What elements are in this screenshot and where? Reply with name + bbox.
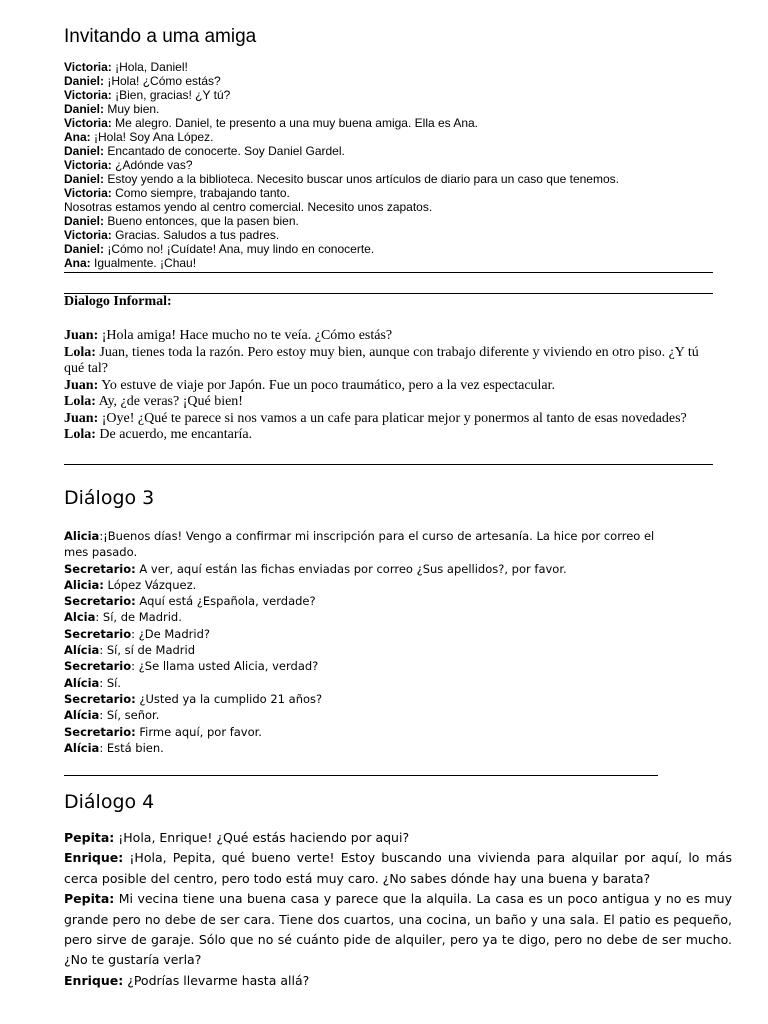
dialogue-text: Firme aquí, por favor. — [135, 724, 262, 739]
dialogue-text: ¿Podrías llevarme hasta allá? — [123, 972, 310, 988]
divider-1 — [64, 272, 713, 273]
dialogue-text: Estoy yendo a la biblioteca. Necesito buscar unos artículos de diario para un caso que tenemos. — [104, 172, 619, 186]
section-dialogo-4 — [64, 790, 732, 991]
dialogue-line — [64, 724, 664, 740]
dialogue-text: Mi vecina tiene una buena casa y parece que la alquila. La casa es un poco antigua y no es muy grande pero no debe de ser cara. Tiene dos cuartos, una cocina, un baño y una sala. El patio es pequeño, pero sirve de garaje. Sólo que no sé cuánto pide de alquiler, pero ya te digo, pero no debe de ser mucho. ¿No te gustaría verla? — [64, 891, 732, 968]
speaker-name: Daniel: — [64, 172, 105, 186]
dialogue-text: Yo estuve de viaje por Japón. Fue un poco traumático, pero a la vez espectacular. — [98, 377, 556, 393]
dialogue-line — [64, 740, 664, 756]
dialogue-text: Bueno entonces, que la pasen bien. — [104, 214, 299, 228]
dialogue-line — [64, 889, 732, 971]
dialogue-text: : Sí. — [99, 675, 121, 690]
speaker-name: Lola: — [64, 344, 96, 360]
dialogue-text: Como siempre, trabajando tanto. — [111, 186, 290, 200]
speaker-name: Daniel: — [64, 102, 105, 116]
section-dialogo-informal — [64, 294, 714, 444]
dialogue-text: Aquí está ¿Española, verdade? — [135, 594, 316, 609]
dialogue-line — [64, 593, 664, 609]
dialogue-line — [64, 378, 714, 395]
speaker-name: Daniel: — [64, 144, 105, 158]
speaker-name: Secretario: — [64, 594, 136, 609]
speaker-name: Alicia: — [64, 577, 104, 592]
dialogue-text: Nosotras estamos yendo al centro comercial. Necesito unos zapatos. — [64, 200, 433, 214]
dialogue-text: Juan, tienes toda la razón. Pero estoy muy bien, aunque con trabajo diferente y viviendo en otro piso. ¿Y tú qué tal? — [64, 344, 699, 376]
section3-title: Diálogo 3 — [64, 487, 155, 509]
speaker-name: Ana: — [64, 130, 91, 144]
speaker-name: Secretario: — [64, 724, 136, 739]
dialogue-text: ¡Hola! Soy Ana López. — [90, 130, 214, 144]
dialogue-line — [64, 328, 714, 345]
section-dialogo-3 — [64, 486, 664, 756]
speaker-name: Pepita: — [64, 830, 115, 845]
speaker-name: Enrique: — [64, 972, 124, 988]
section2-dialogue — [64, 328, 714, 444]
speaker-name: Lola: — [64, 427, 96, 442]
divider-3 — [64, 464, 713, 465]
section4-dialogue — [64, 828, 732, 991]
speaker-name: Daniel: — [64, 214, 105, 228]
speaker-name: Victoria: — [64, 158, 112, 172]
speaker-name: Victoria: — [64, 186, 112, 200]
speaker-name: Alícia — [64, 708, 100, 723]
dialogue-text: : Está bien. — [99, 740, 164, 755]
dialogue-line — [64, 172, 714, 186]
section3-dialogue — [64, 528, 664, 756]
speaker-name: Victoria: — [64, 88, 112, 102]
dialogue-text: ¡Hola amiga! Hace mucho no te veía. ¿Cómo estás? — [98, 328, 393, 343]
speaker-name: Pepita: — [64, 891, 115, 907]
dialogue-line — [64, 144, 714, 158]
dialogue-line — [64, 88, 714, 102]
dialogue-text: ¿Usted ya la cumplido 21 años? — [135, 691, 323, 706]
speaker-name: Secretario: — [64, 691, 136, 706]
dialogue-text: ¡Cómo no! ¡Cuídate! Ana, muy lindo en conocerte. — [104, 242, 375, 256]
dialogue-text: Gracias. Saludos a tus padres. — [111, 228, 280, 242]
dialogue-line — [64, 130, 714, 144]
dialogue-text: ¿Adónde vas? — [111, 158, 193, 172]
dialogue-text: Me alegro. Daniel, te presento a una muy buena amiga. Ella es Ana. — [111, 116, 479, 130]
dialogue-text: Encantado de conocerte. Soy Daniel Gardel. — [104, 144, 345, 158]
speaker-name: Daniel: — [64, 74, 105, 88]
dialogue-line — [64, 394, 714, 411]
speaker-name: Alícia — [64, 675, 100, 690]
dialogue-text: A ver, aquí están las fichas enviadas por correo ¿Sus apellidos?, por favor. — [135, 561, 567, 576]
dialogue-line — [64, 971, 732, 991]
section-invitando — [64, 26, 714, 270]
dialogue-line — [64, 102, 714, 116]
speaker-name: Alicia — [64, 529, 100, 543]
dialogue-line — [64, 577, 664, 593]
dialogue-text: Ay, ¿de veras? ¡Qué bien! — [95, 394, 243, 409]
dialogue-text: ¡Bien, gracias! ¿Y tú? — [111, 88, 231, 102]
dialogue-text: Igualmente. ¡Chau! — [90, 256, 197, 270]
dialogue-line — [64, 642, 664, 658]
dialogue-text: ¡Hola! ¿Cómo estás? — [104, 74, 221, 88]
dialogue-line — [64, 707, 664, 723]
dialogue-text: ¡Hola, Daniel! — [111, 60, 188, 74]
speaker-name: Victoria: — [64, 60, 112, 74]
dialogue-line — [64, 658, 664, 674]
dialogue-text: : ¿De Madrid? — [131, 626, 210, 641]
speaker-name: Alícia — [64, 643, 100, 658]
dialogue-text: López Vázquez. — [103, 577, 197, 592]
section4-title: Diálogo 4 — [64, 791, 155, 813]
dialogue-text: ¡Oye! ¿Qué te parece si nos vamos a un cafe para platicar mejor y ponermos al tanto de esas novedades? — [98, 410, 687, 426]
dialogue-line — [64, 528, 664, 561]
dialogue-text: ¡Hola, Enrique! ¿Qué estás haciendo por aqui? — [114, 830, 410, 845]
speaker-name: Victoria: — [64, 116, 112, 130]
dialogue-text: Muy bien. — [104, 102, 160, 116]
speaker-name: Juan: — [64, 377, 99, 393]
dialogue-line — [64, 256, 714, 270]
dialogue-line — [64, 186, 714, 200]
dialogue-line — [64, 60, 714, 74]
speaker-name: Juan: — [64, 410, 99, 426]
dialogue-text: ¡Hola, Pepita, qué bueno verte! Estoy buscando una vivienda para alquilar por aquí, lo más cerca posible del centro, pero todo está muy caro. ¿No sabes dónde hay una buena y barata? — [64, 850, 732, 886]
speaker-name: Lola: — [64, 394, 96, 409]
divider-4 — [64, 775, 658, 776]
speaker-name: Daniel: — [64, 242, 105, 256]
dialogue-text: : Sí, señor. — [99, 708, 160, 723]
dialogue-line — [64, 228, 714, 242]
dialogue-text: : ¿Se llama usted Alicia, verdad? — [131, 659, 319, 674]
dialogue-line — [64, 200, 714, 214]
dialogue-line — [64, 427, 714, 444]
dialogue-line — [64, 828, 732, 848]
section1-title: Invitando a uma amiga — [64, 26, 257, 47]
speaker-name: Alícia — [64, 740, 100, 755]
dialogue-line — [64, 561, 664, 577]
speaker-name: Juan: — [64, 328, 99, 343]
dialogue-line — [64, 626, 664, 642]
dialogue-text: :¡Buenos días! Vengo a confirmar mi inscripción para el curso de artesanía. La hice por correo el mes pasado. — [64, 529, 655, 560]
dialogue-line — [64, 242, 714, 256]
dialogue-line — [64, 158, 714, 172]
section1-dialogue — [64, 60, 714, 270]
dialogue-line — [64, 74, 714, 88]
dialogue-text: De acuerdo, me encantaría. — [95, 427, 253, 442]
speaker-name: Secretario: — [64, 561, 136, 576]
dialogue-line — [64, 116, 714, 130]
dialogue-line — [64, 609, 664, 625]
dialogue-line — [64, 345, 714, 378]
speaker-name: Secretario — [64, 626, 132, 641]
section2-title: Dialogo Informal: — [64, 294, 172, 309]
dialogue-line — [64, 411, 714, 428]
dialogue-line — [64, 691, 664, 707]
speaker-name: Enrique: — [64, 850, 124, 866]
dialogue-line — [64, 214, 714, 228]
dialogue-text: : Sí, de Madrid. — [95, 610, 182, 625]
speaker-name: Victoria: — [64, 228, 112, 242]
dialogue-line — [64, 848, 732, 889]
speaker-name: Ana: — [64, 256, 91, 270]
dialogue-text: : Sí, sí de Madrid — [99, 643, 196, 658]
speaker-name: Alcia — [64, 610, 96, 625]
dialogue-line — [64, 675, 664, 691]
speaker-name: Secretario — [64, 659, 132, 674]
